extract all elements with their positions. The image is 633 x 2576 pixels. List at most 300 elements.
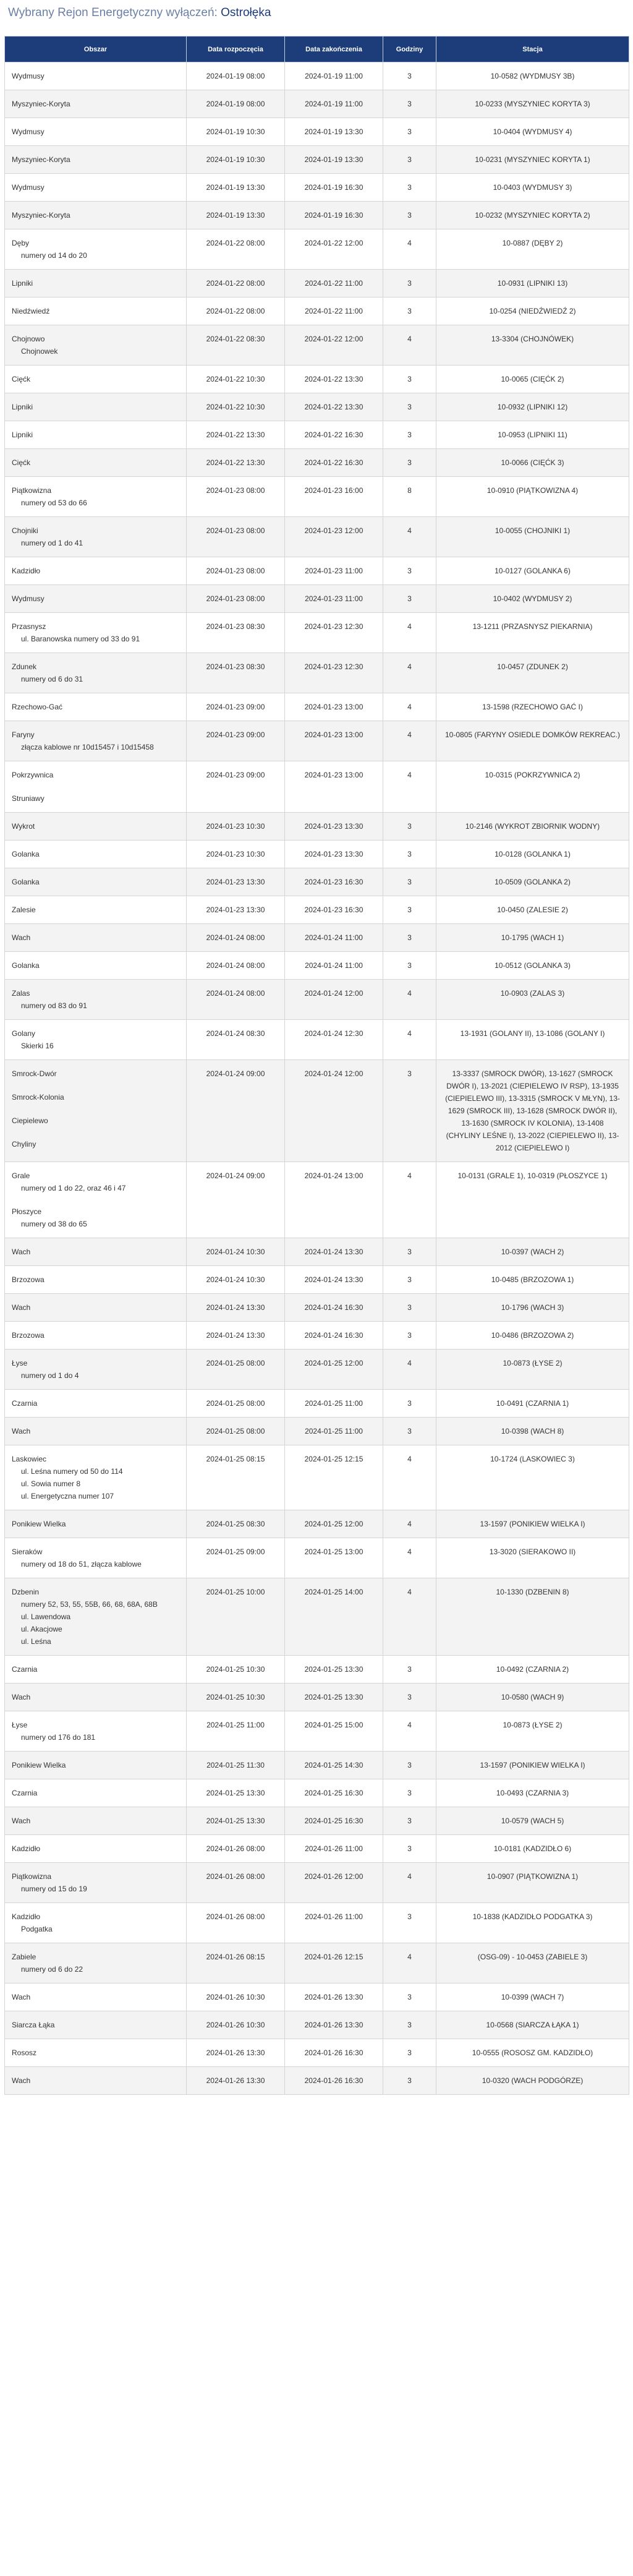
area-name: Piątkowizna [12, 486, 52, 495]
area-detail: ul. Akacjowe [21, 1625, 62, 1633]
area-spacer [12, 1127, 179, 1138]
station-cell: 13-1597 (PONIKIEW WIELKA I) [436, 1752, 629, 1779]
start-cell: 2024-01-25 11:30 [187, 1752, 285, 1779]
start-cell: 2024-01-24 09:00 [187, 1162, 285, 1238]
hours-cell: 3 [383, 557, 436, 585]
area-cell [5, 325, 187, 366]
area-spacer [12, 781, 179, 792]
area-cell [5, 1294, 187, 1322]
station-cell: 10-0582 (WYDMUSY 3B) [436, 62, 629, 90]
end-cell: 2024-01-22 13:30 [285, 393, 383, 421]
end-cell: 2024-01-26 16:30 [285, 2067, 383, 2095]
start-cell: 2024-01-24 08:30 [187, 1020, 285, 1060]
table-row [5, 1943, 629, 1983]
table-row [5, 1020, 629, 1060]
station-cell: 10-0404 (WYDMUSY 4) [436, 118, 629, 146]
area-cell [5, 366, 187, 393]
hours-cell: 3 [383, 868, 436, 896]
start-cell: 2024-01-25 08:15 [187, 1445, 285, 1510]
hours-cell: 3 [383, 2067, 436, 2095]
end-cell: 2024-01-22 16:30 [285, 449, 383, 477]
end-cell: 2024-01-19 16:30 [285, 174, 383, 202]
station-cell: 10-1724 (LASKOWIEC 3) [436, 1445, 629, 1510]
table-row [5, 146, 629, 174]
table-row [5, 761, 629, 813]
start-cell: 2024-01-24 10:30 [187, 1266, 285, 1294]
table-row [5, 841, 629, 868]
table-row [5, 1711, 629, 1752]
start-cell: 2024-01-19 13:30 [187, 202, 285, 229]
end-cell: 2024-01-25 12:00 [285, 1350, 383, 1390]
table-row [5, 1983, 629, 2011]
area-detail: ul. Leśna [21, 1637, 51, 1646]
area-cell [5, 1162, 187, 1238]
area-cell [5, 653, 187, 693]
end-cell: 2024-01-25 12:15 [285, 1445, 383, 1510]
hours-cell: 3 [383, 1684, 436, 1711]
end-cell: 2024-01-23 13:00 [285, 693, 383, 721]
start-cell: 2024-01-23 13:30 [187, 896, 285, 924]
start-cell: 2024-01-25 13:30 [187, 1807, 285, 1835]
area-name: Brzozowa [12, 1331, 45, 1340]
area-cell [5, 1752, 187, 1779]
hours-cell: 4 [383, 1711, 436, 1752]
table-row [5, 952, 629, 980]
area-cell [5, 1510, 187, 1538]
start-cell: 2024-01-24 08:00 [187, 980, 285, 1020]
area-cell [5, 90, 187, 118]
column-header: Godziny [383, 36, 436, 62]
start-cell: 2024-01-23 08:00 [187, 585, 285, 613]
table-row [5, 2067, 629, 2095]
area-cell [5, 118, 187, 146]
end-cell: 2024-01-23 12:30 [285, 613, 383, 653]
start-cell: 2024-01-26 08:00 [187, 1863, 285, 1903]
area-name: Zabiele [12, 1953, 36, 1961]
area-detail: numery od 6 do 22 [21, 1965, 83, 1974]
area-cell [5, 841, 187, 868]
area-cell [5, 174, 187, 202]
area-name: Czarnia [12, 1665, 38, 1674]
area-cell [5, 1060, 187, 1162]
start-cell: 2024-01-23 09:00 [187, 721, 285, 761]
station-cell: 10-0492 (CZARNIA 2) [436, 1656, 629, 1684]
area-cell [5, 1656, 187, 1684]
area-cell [5, 1807, 187, 1835]
end-cell: 2024-01-22 12:00 [285, 229, 383, 270]
table-header [5, 36, 629, 62]
area-detail: ul. Energetyczna numer 107 [21, 1492, 114, 1500]
station-cell: 13-1597 (PONIKIEW WIELKA I) [436, 1510, 629, 1538]
start-cell: 2024-01-23 10:30 [187, 813, 285, 841]
table-row [5, 1835, 629, 1863]
station-cell: 10-0065 (CIĘĆK 2) [436, 366, 629, 393]
hours-cell: 3 [383, 1835, 436, 1863]
area-name: Wach [12, 1993, 31, 2001]
end-cell: 2024-01-25 16:30 [285, 1779, 383, 1807]
end-cell: 2024-01-25 13:00 [285, 1538, 383, 1578]
table-row [5, 1238, 629, 1266]
table-row [5, 585, 629, 613]
hours-cell: 3 [383, 952, 436, 980]
start-cell: 2024-01-25 10:30 [187, 1684, 285, 1711]
area-cell [5, 449, 187, 477]
area-cell [5, 393, 187, 421]
end-cell: 2024-01-24 12:30 [285, 1020, 383, 1060]
end-cell: 2024-01-25 16:30 [285, 1807, 383, 1835]
end-cell: 2024-01-19 11:00 [285, 90, 383, 118]
start-cell: 2024-01-26 13:30 [187, 2067, 285, 2095]
station-cell: 10-0931 (LIPNIKI 13) [436, 270, 629, 297]
area-cell [5, 980, 187, 1020]
station-cell: 10-0315 (POKRZYWNICA 2) [436, 761, 629, 813]
end-cell: 2024-01-26 11:00 [285, 1835, 383, 1863]
area-cell [5, 1238, 187, 1266]
end-cell: 2024-01-26 12:15 [285, 1943, 383, 1983]
area-name: Zalesie [12, 905, 36, 914]
area-cell [5, 421, 187, 449]
area-cell [5, 1350, 187, 1390]
start-cell: 2024-01-23 08:30 [187, 653, 285, 693]
end-cell: 2024-01-24 16:30 [285, 1322, 383, 1350]
area-name: Dęby [12, 239, 30, 247]
area-cell [5, 1684, 187, 1711]
start-cell: 2024-01-22 08:00 [187, 270, 285, 297]
table-row [5, 980, 629, 1020]
area-cell [5, 1863, 187, 1903]
hours-cell: 3 [383, 1779, 436, 1807]
station-cell: 10-0805 (FARYNY OSIEDLE DOMKÓW REKREAC.) [436, 721, 629, 761]
station-cell: 10-0397 (WACH 2) [436, 1238, 629, 1266]
table-row [5, 1578, 629, 1656]
station-cell: 10-0181 (KADZIDŁO 6) [436, 1835, 629, 1863]
station-cell: 10-0131 (GRALE 1), 10-0319 (PŁOSZYCE 1) [436, 1162, 629, 1238]
station-cell: 10-0485 (BRZOZOWA 1) [436, 1266, 629, 1294]
end-cell: 2024-01-25 13:30 [285, 1656, 383, 1684]
table-row [5, 1445, 629, 1510]
end-cell: 2024-01-24 16:30 [285, 1294, 383, 1322]
end-cell: 2024-01-24 12:00 [285, 980, 383, 1020]
end-cell: 2024-01-23 13:00 [285, 721, 383, 761]
station-cell: (OSG-09) - 10-0453 (ZABIELE 3) [436, 1943, 629, 1983]
table-row [5, 896, 629, 924]
end-cell: 2024-01-26 13:30 [285, 1983, 383, 2011]
area-name: Wydmusy [12, 72, 45, 80]
area-cell [5, 202, 187, 229]
hours-cell: 3 [383, 62, 436, 90]
area-cell [5, 721, 187, 761]
area-name: Dzbenin [12, 1588, 40, 1596]
station-cell: 10-0066 (CIĘĆK 3) [436, 449, 629, 477]
start-cell: 2024-01-24 13:30 [187, 1294, 285, 1322]
hours-cell: 3 [383, 1266, 436, 1294]
area-detail: złącza kablowe nr 10d15457 i 10d15458 [21, 743, 154, 751]
station-cell: 13-1211 (PRZASNYSZ PIEKARNIA) [436, 613, 629, 653]
region-name: Ostrołęka [221, 6, 271, 19]
area-cell [5, 693, 187, 721]
area-cell [5, 1020, 187, 1060]
station-cell: 13-1931 (GOLANY II), 13-1086 (GOLANY I) [436, 1020, 629, 1060]
end-cell: 2024-01-23 13:00 [285, 761, 383, 813]
station-cell: 10-1330 (DZBENIN 8) [436, 1578, 629, 1656]
start-cell: 2024-01-19 10:30 [187, 118, 285, 146]
area-cell [5, 1779, 187, 1807]
table-row [5, 1294, 629, 1322]
area-cell [5, 868, 187, 896]
area-cell [5, 613, 187, 653]
area-name: Brzozowa [12, 1275, 45, 1284]
area-name: Zalas [12, 989, 30, 998]
area-name: Niedźwiedź [12, 307, 50, 315]
area-detail: Podgatka [21, 1925, 53, 1933]
start-cell: 2024-01-25 13:30 [187, 1779, 285, 1807]
area-name: Wach [12, 1693, 31, 1701]
hours-cell: 4 [383, 1020, 436, 1060]
column-header: Data zakończenia [285, 36, 383, 62]
area-cell [5, 1390, 187, 1418]
area-name: Kadzidło [12, 1844, 41, 1853]
end-cell: 2024-01-22 16:30 [285, 421, 383, 449]
table-row [5, 421, 629, 449]
table-row [5, 868, 629, 896]
table-row [5, 270, 629, 297]
table-row [5, 202, 629, 229]
table-row [5, 2039, 629, 2067]
table-row [5, 721, 629, 761]
end-cell: 2024-01-25 14:30 [285, 1752, 383, 1779]
hours-cell: 4 [383, 1578, 436, 1656]
station-cell: 10-2146 (WYKROT ZBIORNIK WODNY) [436, 813, 629, 841]
station-cell: 10-0887 (DĘBY 2) [436, 229, 629, 270]
area-name: Wach [12, 933, 31, 942]
area-cell [5, 1903, 187, 1943]
start-cell: 2024-01-22 10:30 [187, 366, 285, 393]
hours-cell: 3 [383, 2039, 436, 2067]
hours-cell: 3 [383, 1752, 436, 1779]
hours-cell: 4 [383, 1162, 436, 1238]
hours-cell: 3 [383, 585, 436, 613]
hours-cell: 3 [383, 1656, 436, 1684]
station-cell: 10-0231 (MYSZYNIEC KORYTA 1) [436, 146, 629, 174]
start-cell: 2024-01-23 08:30 [187, 613, 285, 653]
hours-cell: 3 [383, 393, 436, 421]
area-name: Golanka [12, 961, 40, 970]
station-cell: 10-1838 (KADZIDŁO PODGATKA 3) [436, 1903, 629, 1943]
hours-cell: 3 [383, 813, 436, 841]
end-cell: 2024-01-25 11:00 [285, 1390, 383, 1418]
area-cell [5, 1711, 187, 1752]
area-name: Siarcza Łąka [12, 2021, 55, 2029]
area-cell [5, 2067, 187, 2095]
station-cell: 10-0493 (CZARNIA 3) [436, 1779, 629, 1807]
hours-cell: 4 [383, 761, 436, 813]
end-cell: 2024-01-23 16:00 [285, 477, 383, 517]
end-cell: 2024-01-23 11:00 [285, 557, 383, 585]
station-cell: 10-0907 (PIĄTKOWIZNA 1) [436, 1863, 629, 1903]
area-name: Czarnia [12, 1789, 38, 1797]
hours-cell: 3 [383, 1322, 436, 1350]
area-name: Laskowiec [12, 1455, 47, 1463]
start-cell: 2024-01-25 08:00 [187, 1418, 285, 1445]
start-cell: 2024-01-22 08:00 [187, 229, 285, 270]
table-row [5, 1060, 629, 1162]
area-cell [5, 2011, 187, 2039]
table-row [5, 1350, 629, 1390]
station-cell: 10-0399 (WACH 7) [436, 1983, 629, 2011]
start-cell: 2024-01-25 08:00 [187, 1350, 285, 1390]
area-name: Myszyniec-Koryta [12, 100, 70, 108]
end-cell: 2024-01-23 16:30 [285, 868, 383, 896]
table-row [5, 449, 629, 477]
end-cell: 2024-01-19 11:00 [285, 62, 383, 90]
end-cell: 2024-01-25 15:00 [285, 1711, 383, 1752]
end-cell: 2024-01-26 16:30 [285, 2039, 383, 2067]
area-detail: numery od 1 do 22, oraz 46 i 47 [21, 1184, 126, 1192]
end-cell: 2024-01-22 13:30 [285, 366, 383, 393]
end-cell: 2024-01-22 11:00 [285, 297, 383, 325]
hours-cell: 4 [383, 721, 436, 761]
table-row [5, 118, 629, 146]
area-name: Ponikiew Wielka [12, 1761, 66, 1769]
area-name: Piątkowizna [12, 1872, 52, 1881]
end-cell: 2024-01-22 11:00 [285, 270, 383, 297]
station-cell: 10-0055 (CHOJNIKI 1) [436, 517, 629, 557]
station-cell: 10-0932 (LIPNIKI 12) [436, 393, 629, 421]
station-cell: 10-0320 (WACH PODGÓRZE) [436, 2067, 629, 2095]
area-name: Cięćk [12, 375, 31, 383]
start-cell: 2024-01-22 08:00 [187, 297, 285, 325]
station-cell: 10-0568 (SIARCZA ŁĄKA 1) [436, 2011, 629, 2039]
end-cell: 2024-01-23 16:30 [285, 896, 383, 924]
station-cell: 10-0903 (ZALAS 3) [436, 980, 629, 1020]
area-name: Lipniki [12, 403, 33, 411]
hours-cell: 3 [383, 1238, 436, 1266]
area-name: Wach [12, 1816, 31, 1825]
area-name: Płoszyce [12, 1207, 42, 1216]
table-row [5, 1903, 629, 1943]
area-name: Ciepielewo [12, 1116, 48, 1125]
station-cell: 10-0512 (GOLANKA 3) [436, 952, 629, 980]
hours-cell: 4 [383, 1510, 436, 1538]
area-name: Smrock-Dwór [12, 1069, 57, 1078]
area-detail: ul. Sowia numer 8 [21, 1479, 81, 1488]
station-cell: 13-1598 (RZECHOWO GAĆ I) [436, 693, 629, 721]
area-name: Lipniki [12, 430, 33, 439]
start-cell: 2024-01-26 10:30 [187, 2011, 285, 2039]
area-name: Grale [12, 1171, 30, 1180]
table-row [5, 1684, 629, 1711]
table-row [5, 613, 629, 653]
table-row [5, 1752, 629, 1779]
station-cell: 10-0254 (NIEDŹWIEDŹ 2) [436, 297, 629, 325]
start-cell: 2024-01-24 13:30 [187, 1322, 285, 1350]
start-cell: 2024-01-26 08:15 [187, 1943, 285, 1983]
hours-cell: 4 [383, 517, 436, 557]
area-cell [5, 952, 187, 980]
area-detail: numery od 176 do 181 [21, 1733, 96, 1742]
table-row [5, 1510, 629, 1538]
station-cell: 10-0457 (ZDUNEK 2) [436, 653, 629, 693]
hours-cell: 3 [383, 924, 436, 952]
area-name: Myszyniec-Koryta [12, 211, 70, 220]
area-name: Faryny [12, 730, 35, 739]
area-cell [5, 585, 187, 613]
table-row [5, 62, 629, 90]
table-row [5, 517, 629, 557]
end-cell: 2024-01-19 13:30 [285, 146, 383, 174]
area-detail: numery od 38 do 65 [21, 1220, 87, 1228]
column-header: Data rozpoczęcia [187, 36, 285, 62]
station-cell: 13-3020 (SIERAKOWO II) [436, 1538, 629, 1578]
hours-cell: 3 [383, 146, 436, 174]
start-cell: 2024-01-25 11:00 [187, 1711, 285, 1752]
end-cell: 2024-01-23 13:30 [285, 813, 383, 841]
start-cell: 2024-01-25 10:00 [187, 1578, 285, 1656]
hours-cell: 4 [383, 1350, 436, 1390]
hours-cell: 4 [383, 693, 436, 721]
area-name: Golanka [12, 878, 40, 886]
start-cell: 2024-01-19 08:00 [187, 62, 285, 90]
area-detail: ul. Lawendowa [21, 1612, 71, 1621]
table-row [5, 325, 629, 366]
area-name: Wykrot [12, 822, 35, 831]
start-cell: 2024-01-22 13:30 [187, 421, 285, 449]
hours-cell: 3 [383, 118, 436, 146]
area-detail: numery od 6 do 31 [21, 675, 83, 683]
area-detail: numery od 83 do 91 [21, 1001, 87, 1010]
hours-cell: 4 [383, 1445, 436, 1510]
table-row [5, 813, 629, 841]
area-detail: numery od 53 do 66 [21, 499, 87, 507]
area-name: Wach [12, 1247, 31, 1256]
area-detail: Chojnowek [21, 347, 58, 356]
area-cell [5, 1266, 187, 1294]
area-cell [5, 896, 187, 924]
table-row [5, 1390, 629, 1418]
area-name: Wydmusy [12, 127, 45, 136]
area-name: Kadzidło [12, 1912, 41, 1921]
area-cell [5, 297, 187, 325]
area-cell [5, 1983, 187, 2011]
end-cell: 2024-01-23 11:00 [285, 585, 383, 613]
area-name: Wydmusy [12, 594, 45, 603]
hours-cell: 3 [383, 366, 436, 393]
station-cell: 10-0128 (GOLANKA 1) [436, 841, 629, 868]
start-cell: 2024-01-26 08:00 [187, 1903, 285, 1943]
table-row [5, 90, 629, 118]
hours-cell: 3 [383, 896, 436, 924]
start-cell: 2024-01-22 10:30 [187, 393, 285, 421]
station-cell: 10-1796 (WACH 3) [436, 1294, 629, 1322]
station-cell: 10-0127 (GOLANKA 6) [436, 557, 629, 585]
start-cell: 2024-01-24 09:00 [187, 1060, 285, 1162]
start-cell: 2024-01-25 08:00 [187, 1390, 285, 1418]
column-header: Stacja [436, 36, 629, 62]
area-spacer [12, 1194, 179, 1205]
table-row [5, 229, 629, 270]
end-cell: 2024-01-25 12:00 [285, 1510, 383, 1538]
end-cell: 2024-01-24 13:30 [285, 1266, 383, 1294]
start-cell: 2024-01-23 09:00 [187, 761, 285, 813]
hours-cell: 4 [383, 229, 436, 270]
hours-cell: 3 [383, 297, 436, 325]
hours-cell: 3 [383, 1294, 436, 1322]
area-cell [5, 270, 187, 297]
area-name: Golanka [12, 850, 40, 858]
area-name: Czarnia [12, 1399, 38, 1408]
hours-cell: 3 [383, 202, 436, 229]
end-cell: 2024-01-24 13:00 [285, 1162, 383, 1238]
